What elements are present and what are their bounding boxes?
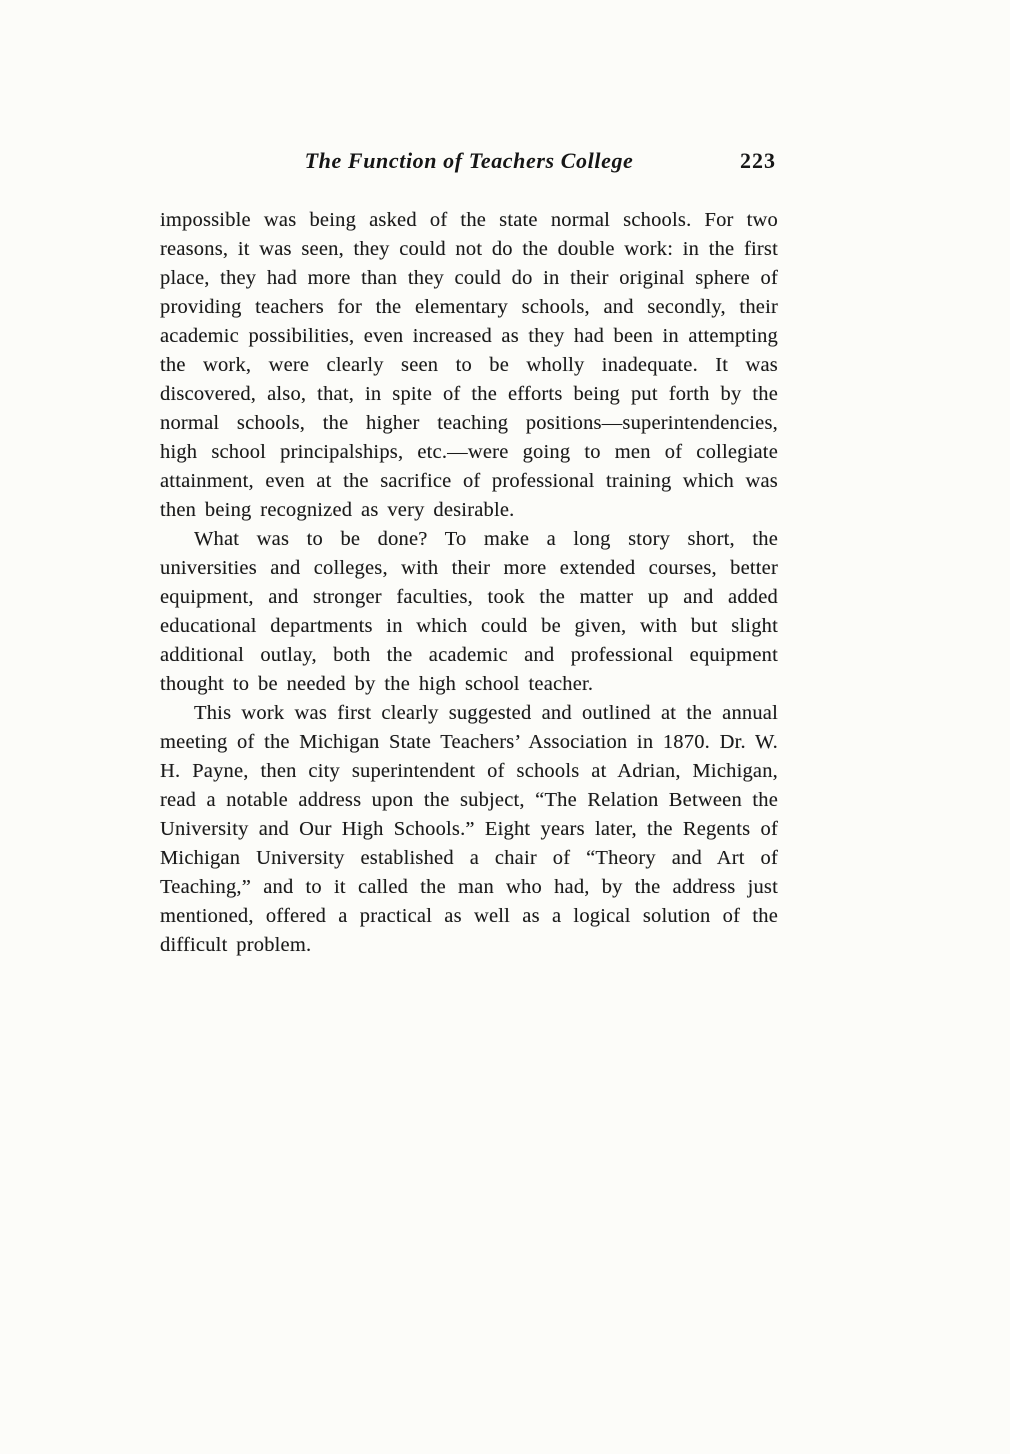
page-number: 223 <box>740 148 776 173</box>
running-title: The Function of Teachers College <box>304 148 634 173</box>
paragraph: What was to be done? To make a long story short, the universities and colleges, with their more extended courses, better equipment, and stronger faculties, took the matter up and added educational departments in which could be given, with but slight additional outlay, both the academic and professional equipment thought to be needed by the high school teacher. <box>160 528 778 695</box>
page-body <box>160 206 778 960</box>
paragraph: impossible was being asked of the state normal schools. For two reasons, it was seen, they could not do the double work: in the first place, they had more than they could do in their original sphere of providing teachers for the elementary schools, and secondly, their academic possibilities, even increased as they had been in attempting the work, were clearly seen to be wholly inadequate. It was discovered, also, that, in spite of the efforts being put forth by the normal schools, the higher teaching positions—superintendencies, high school principalships, etc.—were going to men of collegiate attainment, even at the sacrifice of professional training which was then being recognized as very desirable. <box>160 209 778 521</box>
paragraph: This work was first clearly suggested and outlined at the annual meeting of the Michigan State Teachers’ Association in 1870. Dr. W. H. Payne, then city superintendent of schools at Adrian, Michigan, read a notable address upon the subject, “The Relation Between the University and Our High Schools.” Eight years later, the Regents of Michigan University established a chair of “Theory and Art of Teaching,” and to it called the man who had, by the address just mentioned, offered a practical as well as a logical solution of the difficult problem. <box>160 702 778 956</box>
text-block <box>160 148 778 960</box>
running-header <box>160 148 778 174</box>
